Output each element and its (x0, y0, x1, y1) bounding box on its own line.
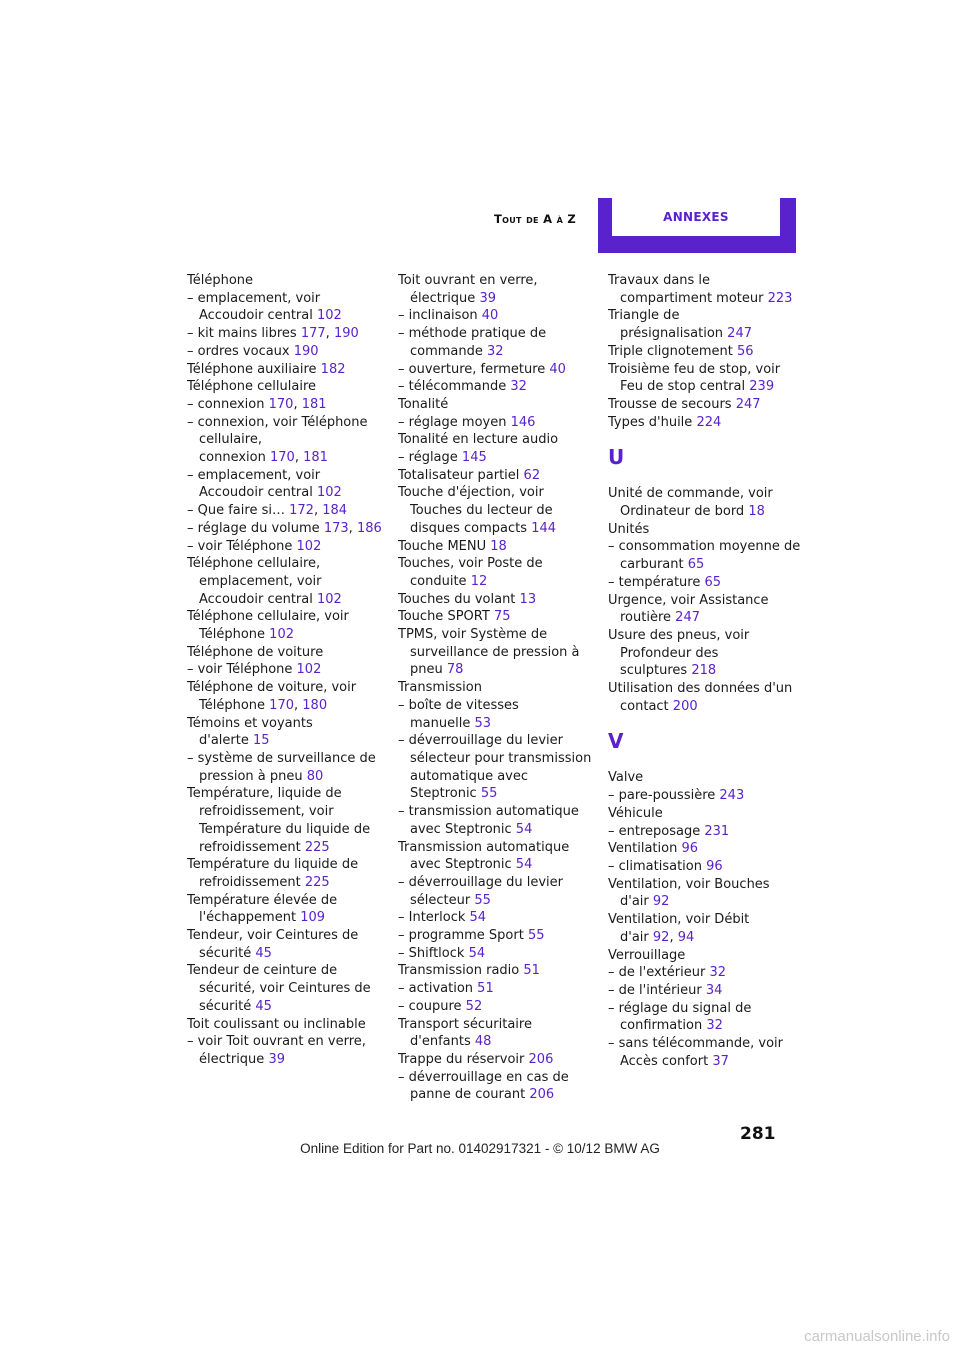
index-entry (608, 343, 804, 361)
page-ref-link[interactable]: 53 (474, 715, 492, 731)
index-entry (398, 1069, 598, 1104)
index-entry (187, 538, 387, 556)
index-entry-text: Témoins et voyants d'alerte (187, 715, 313, 749)
page-ref-link[interactable]: 37 (712, 1053, 729, 1069)
index-entry (608, 627, 804, 680)
index-section-letter: V (608, 729, 624, 754)
index-entry-text: Ventilation, voir Bouches d'air (608, 876, 770, 910)
index-entry-text: Transmission (398, 680, 482, 696)
index-entry (187, 290, 387, 325)
index-entry (187, 750, 387, 785)
index-entry (398, 484, 598, 537)
index-entry (608, 521, 804, 539)
index-entry-text: Téléphone de voiture (187, 644, 324, 660)
index-entry (398, 927, 598, 945)
index-entry-text: – voir Téléphone (187, 538, 293, 554)
page-ref-link[interactable]: 92 (652, 929, 670, 945)
index-entry-text: Ventilation (608, 841, 678, 857)
index-entry (398, 962, 598, 980)
index-entry-text: – connexion, voir Téléphone cellulaire, connexion (187, 414, 368, 466)
page-ref-link[interactable]: 40 (481, 308, 499, 324)
index-column-3 (608, 272, 804, 1070)
index-entry-text: Trousse de secours (608, 396, 732, 412)
page-ref-link[interactable]: 12 (470, 573, 488, 589)
page-ref-link[interactable]: 62 (523, 467, 541, 483)
index-entry-text: Téléphone (187, 273, 254, 288)
page-ref-link[interactable]: 102 (269, 627, 294, 643)
index-entry (608, 876, 804, 911)
index-entry-text: Unités (608, 521, 650, 537)
index-entry (608, 592, 804, 627)
page-ref-link[interactable]: 80 (306, 768, 324, 784)
index-entry-text: Triple clignotement (608, 343, 733, 359)
index-entry (398, 378, 598, 396)
index-entry-text: – déverrouillage en cas de panne de courant (398, 1069, 569, 1103)
index-entry-text: – réglage (398, 450, 458, 466)
index-entry-text: Troisième feu de stop, voir Feu de stop central (608, 361, 781, 395)
page-ref-link[interactable]: 243 (719, 788, 745, 804)
index-entry-text: Tendeur de ceinture de sécurité, voir Ceintures de sécurité (187, 963, 371, 1014)
page-ref-link[interactable]: 48 (474, 1034, 492, 1050)
index-entry-text: Téléphone cellulaire, voir Téléphone (187, 609, 349, 643)
index-entry-text: – déverrouillage du levier sélecteur (398, 874, 564, 908)
index-entry (398, 980, 598, 998)
index-entry-text: Touche d'éjection, voir Touches du lecteur de disques compacts (398, 485, 553, 536)
page-ref-link[interactable]: 78 (446, 662, 464, 678)
index-entry-text: – voir Téléphone (187, 662, 293, 678)
page-ref-link[interactable]: 54 (469, 910, 487, 926)
page-ref-link[interactable]: 224 (696, 414, 722, 430)
index-entry-text: – coupure (398, 998, 462, 1014)
index-entry (187, 608, 387, 643)
index-entry (398, 803, 598, 838)
index-entry (187, 555, 387, 608)
page-ref-link[interactable]: 54 (515, 857, 533, 873)
index-entry (398, 909, 598, 927)
index-entry-text: – Interlock (398, 910, 466, 926)
index-entry (398, 998, 598, 1016)
page-ref-link[interactable]: 145 (461, 450, 487, 466)
page-ref-link[interactable]: 102 (317, 591, 342, 607)
index-entry (187, 962, 387, 1015)
index-entry (608, 805, 804, 823)
page-ref-link[interactable]: 52 (465, 998, 483, 1014)
page-ref-link[interactable]: 51 (477, 981, 494, 997)
index-entry (398, 414, 598, 432)
index-entry (608, 485, 804, 520)
index-entry (608, 964, 804, 982)
index-entry-text: Tonalité en lecture audio (398, 432, 559, 448)
index-entry-text: – télécommande (398, 379, 507, 395)
index-entry-text: – sans télécommande, voir Accès confort (608, 1036, 783, 1069)
page-ref-link[interactable]: 102 (296, 538, 322, 554)
page-ref-link[interactable]: 181 (301, 396, 327, 412)
page-ref-link[interactable]: 55 (480, 786, 498, 802)
page-ref-link[interactable]: 184 (322, 503, 348, 519)
index-entry (398, 608, 598, 626)
page-ref-link[interactable]: 55 (474, 892, 491, 908)
page-ref-link[interactable]: 231 (704, 823, 730, 839)
page-ref-link[interactable]: 177 (300, 326, 326, 342)
index-entry (398, 1016, 598, 1051)
index-entry-text: – climatisation (608, 858, 702, 874)
page-ref-link[interactable]: 247 (727, 326, 752, 342)
index-entry (608, 858, 804, 876)
index-entry (608, 272, 804, 307)
index-entry (398, 325, 598, 360)
watermark: carmanualsonline.info (804, 1328, 950, 1345)
index-entry (187, 272, 387, 290)
index-entry (608, 840, 804, 858)
index-entry (398, 732, 598, 803)
index-entry: – connexion 170, 181 (187, 396, 327, 412)
index-entry (187, 467, 387, 502)
page-ref-link[interactable]: 45 (255, 945, 272, 961)
page-ref-link[interactable]: 223 (767, 290, 793, 306)
page-ref-link[interactable]: 109 (300, 910, 326, 926)
page-ref-link[interactable]: 180 (302, 697, 328, 713)
index-entry (398, 679, 598, 697)
index-entry (398, 272, 598, 307)
index-entry: – connexion, voir Téléphone cellulaire, connexion 170, 181 (187, 414, 368, 466)
index-entry (608, 769, 804, 787)
index-entry-text: – inclinaison (398, 308, 478, 324)
index-entry (398, 1051, 598, 1069)
index-entry-text: TPMS, voir Système de surveillance de pression à pneu (398, 627, 580, 678)
page-ref-link[interactable]: 34 (705, 982, 723, 998)
section-title (494, 212, 576, 226)
index-entry-text: – Que faire si… (187, 503, 285, 519)
index-entry-text: – réglage du volume (187, 520, 320, 536)
index-entry (187, 1016, 387, 1034)
index-entry-text: Types d'huile (608, 414, 693, 430)
index-entry-text: – température (608, 574, 701, 590)
index-entry-text: Température élevée de l'échappement (187, 892, 338, 926)
index-entry: Téléphone de voiture, voir Téléphone 170, 180 (187, 680, 357, 713)
page-ref-link[interactable]: 96 (706, 858, 723, 874)
index-section-letter: U (608, 445, 625, 470)
index-entry (608, 414, 804, 432)
section-tab-inner (612, 198, 780, 236)
index-entry-text: – consommation moyenne de carburant (608, 539, 801, 573)
index-entry (608, 947, 804, 965)
page-ref-link[interactable]: 65 (687, 557, 705, 573)
page-ref-link[interactable]: 186 (356, 520, 382, 536)
index-entry-text: Température, liquide de refroidissement, voir Température du liquide de refroidissement (187, 786, 371, 855)
page-ref-link[interactable]: 13 (519, 591, 537, 607)
page-ref-link[interactable]: 54 (515, 821, 533, 837)
index-entry (187, 856, 387, 891)
index-entry (608, 787, 804, 805)
index-entry (187, 715, 387, 750)
index-entry-text: Travaux dans le compartiment moteur (608, 273, 764, 306)
index-entry-text: Verrouillage (608, 947, 686, 963)
index-entry (608, 538, 804, 573)
index-entry-text: – de l'intérieur (608, 982, 702, 998)
index-column-2 (398, 272, 598, 1104)
index-entry-text: Température du liquide de refroidissement (187, 857, 359, 890)
page-ref-link[interactable]: 170 (268, 396, 294, 412)
page-ref-link[interactable]: 55 (527, 928, 545, 944)
index-entry-text: – emplacement, voir Accoudoir central (187, 467, 321, 501)
page-number: 281 (740, 1124, 776, 1144)
page-ref-link[interactable]: 94 (677, 929, 695, 945)
index-entry (608, 396, 804, 414)
page-ref-link[interactable]: 18 (490, 538, 507, 554)
index-entry-text: – réglage du signal de confirmation (608, 1000, 752, 1034)
index-entry-text: Touche SPORT (398, 609, 490, 625)
index-entry-text: Usure des pneus, voir Profondeur des sculptures (608, 627, 750, 679)
page-ref-link[interactable]: 206 (529, 1087, 555, 1103)
page-ref-link[interactable]: 200 (672, 698, 698, 714)
page-ref-link[interactable]: 15 (252, 733, 270, 749)
index-entry (187, 785, 387, 856)
index-entry (398, 538, 598, 556)
index-entry-text: Transmission radio (398, 963, 520, 979)
section-tab (598, 198, 796, 253)
index-entry-text: Unité de commande, voir Ordinateur de bord (608, 486, 773, 520)
index-entry (398, 396, 598, 414)
index-entry-text: Totalisateur partiel (398, 467, 520, 483)
page-ref-link[interactable]: 51 (523, 963, 540, 979)
index-entry: – kit mains libres 177, 190 (187, 326, 359, 342)
page-ref-link[interactable]: 190 (293, 343, 319, 359)
index-entry-text: – kit mains libres (187, 326, 297, 342)
index-entry-text: Téléphone cellulaire (187, 379, 317, 395)
index-entry-text: Touche MENU (398, 538, 487, 554)
page-ref-link[interactable]: 92 (652, 894, 670, 910)
page-ref-link[interactable]: 102 (296, 662, 322, 678)
page-ref-link[interactable]: 181 (303, 450, 328, 466)
index-entry-text: Tonalité (398, 396, 449, 412)
index-entry-text: Téléphone de voiture, voir Téléphone (187, 680, 357, 713)
page-ref-link[interactable]: 190 (333, 326, 359, 342)
index-entry (187, 1033, 387, 1068)
index-entry-text: – boîte de vitesses manuelle (398, 697, 519, 731)
index-entry-text: Triangle de présignalisation (608, 308, 724, 342)
footer-edition-note: Online Edition for Part no. 01402917321 - © 10/12 BMW AG (300, 1141, 660, 1156)
index-entry-text: – pare-poussière (608, 788, 716, 804)
index-entry-text: Transmission automatique avec Steptronic (398, 839, 570, 873)
index-entry (608, 361, 804, 396)
index-entry-text: Touches du volant (398, 591, 516, 607)
index-entry (398, 697, 598, 732)
index-entry-text: Toit ouvrant en verre, électrique (398, 273, 538, 306)
page-ref-link[interactable]: 102 (317, 308, 342, 324)
page-ref-link[interactable]: 146 (510, 414, 536, 430)
index-entry (608, 1035, 804, 1070)
index-entry (608, 680, 804, 715)
page-ref-link[interactable]: 32 (487, 343, 504, 359)
index-entry-text: – ouverture, fermeture (398, 361, 546, 377)
page-ref-link[interactable]: 172 (289, 503, 314, 519)
page-ref-link[interactable]: 18 (748, 504, 765, 520)
index-entry: Ventilation, voir Débit d'air 92, 94 (608, 912, 750, 945)
index-entry (398, 307, 598, 325)
index-entry (398, 555, 598, 590)
index-entry (398, 874, 598, 909)
page-ref-link[interactable]: 170 (269, 697, 294, 713)
index-entry (608, 307, 804, 342)
index-entry-text: Touches, voir Poste de conduite (398, 556, 543, 589)
page-ref-link[interactable]: 225 (304, 874, 330, 890)
page-ref-link[interactable]: 144 (531, 520, 557, 536)
index-entry-text: Véhicule (608, 805, 663, 821)
page-ref-link[interactable]: 218 (691, 663, 717, 679)
index-entry-text: – réglage moyen (398, 414, 507, 430)
index-entry-text: Ventilation, voir Débit d'air (608, 912, 750, 945)
section-tab-label: ANNEXES (663, 210, 729, 224)
index-entry-text: – système de surveillance de pression à pneu (187, 750, 376, 784)
page-ref-link[interactable]: 173 (323, 520, 349, 536)
index-entry: – réglage du volume 173, 186 (187, 520, 382, 536)
index-entry: – Que faire si… 172, 184 (187, 503, 348, 519)
page-ref-link[interactable]: 40 (549, 361, 566, 377)
index-entry (398, 945, 598, 963)
index-entry-text: – entreposage (608, 823, 701, 839)
page-ref-link[interactable]: 56 (737, 343, 754, 359)
index-entry-text: Tendeur, voir Ceintures de sécurité (187, 928, 359, 961)
section-title-text: Tout de A à Z (494, 212, 577, 226)
index-entry (187, 892, 387, 927)
index-entry-text: – programme Sport (398, 928, 524, 944)
page-ref-link[interactable]: 182 (320, 361, 346, 377)
index-entry-text: – déverrouillage du levier sélecteur pour transmission automatique avec Steptronic (398, 733, 592, 802)
index-entry-text: Toit coulissant ou inclinable (187, 1016, 366, 1032)
index-entry-text: Téléphone auxiliaire (187, 361, 317, 377)
page-ref-link[interactable]: 32 (706, 1018, 723, 1034)
index-entry (398, 591, 598, 609)
page-ref-link[interactable]: 96 (681, 841, 698, 857)
page-ref-link[interactable]: 170 (270, 450, 295, 466)
index-entry-text: – ordres vocaux (187, 343, 290, 359)
index-entry-text: – transmission automatique avec Steptronic (398, 804, 579, 837)
page-ref-link[interactable]: 239 (749, 379, 775, 395)
index-entry-text: – emplacement, voir Accoudoir central (187, 290, 321, 324)
index-entry (398, 449, 598, 467)
index-entry (187, 927, 387, 962)
index-entry-text: – méthode pratique de commande (398, 326, 547, 359)
page-ref-link[interactable]: 54 (468, 945, 486, 961)
index-entry-text: – activation (398, 981, 474, 997)
index-entry (187, 378, 387, 396)
index-entry (398, 467, 598, 485)
page-ref-link[interactable]: 39 (479, 290, 496, 306)
page-ref-link[interactable]: 45 (255, 998, 272, 1014)
index-entry-text: Utilisation des données d'un contact (608, 681, 793, 714)
page-ref-link[interactable]: 32 (709, 965, 726, 981)
index-entry (398, 839, 598, 874)
index-entry-text: Urgence, voir Assistance routière (608, 592, 769, 626)
index-entry (187, 343, 387, 361)
page-ref-link[interactable]: 65 (704, 574, 722, 590)
page-ref-link[interactable]: 32 (510, 379, 527, 395)
page-ref-link[interactable]: 225 (304, 839, 330, 855)
index-column-1 (187, 272, 387, 1069)
index-entry (398, 361, 598, 379)
page-ref-link[interactable]: 247 (675, 610, 700, 626)
index-entry (187, 361, 387, 379)
page-ref-link[interactable]: 39 (268, 1051, 285, 1067)
page-ref-link[interactable]: 206 (528, 1051, 554, 1067)
index-entry (187, 661, 387, 679)
index-entry-text: – connexion (187, 396, 265, 412)
index-entry (187, 644, 387, 662)
index-entry (608, 823, 804, 841)
page-ref-link[interactable]: 75 (493, 609, 511, 625)
index-entry-text: Téléphone cellulaire, emplacement, voir Accoudoir central (187, 556, 322, 607)
index-entry-text: Transport sécuritaire d'enfants (398, 1016, 532, 1050)
index-entry (398, 626, 598, 679)
page-ref-link[interactable]: 247 (735, 396, 761, 412)
page-ref-link[interactable]: 102 (317, 485, 342, 501)
index-entry (608, 574, 804, 592)
index-entry-text: Trappe du réservoir (398, 1051, 525, 1067)
index-entry-text: – de l'extérieur (608, 965, 706, 981)
index-entry-text: Valve (608, 770, 644, 786)
index-entry (398, 431, 598, 449)
index-entry (608, 1000, 804, 1035)
index-entry-text: – voir Toit ouvrant en verre, électrique (187, 1034, 366, 1067)
index-entry-text: – Shiftlock (398, 945, 465, 961)
index-entry (608, 982, 804, 1000)
